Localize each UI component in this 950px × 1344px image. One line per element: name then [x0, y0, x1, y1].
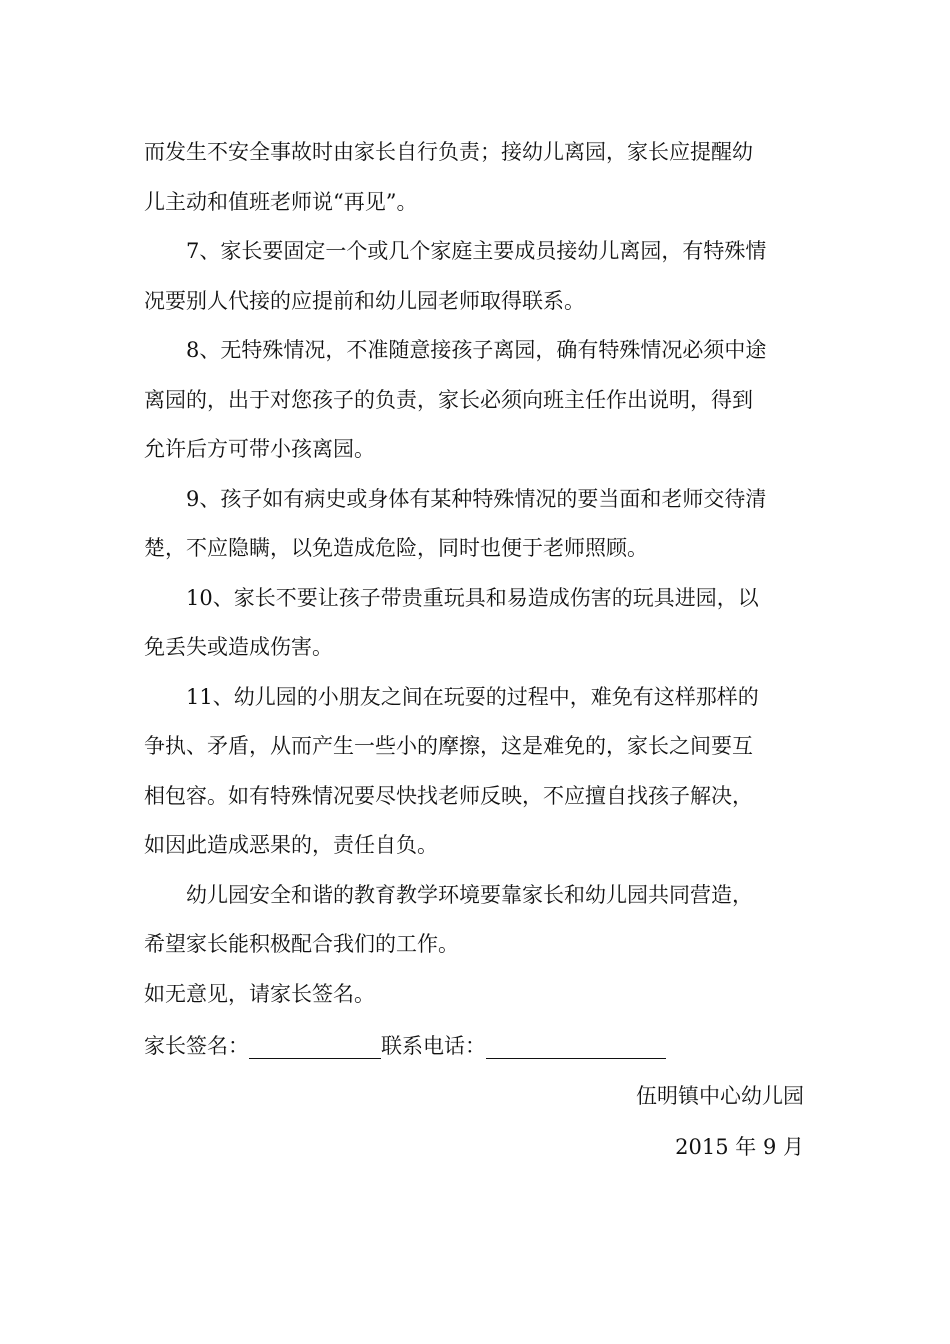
organization-name: 伍明镇中心幼儿园: [636, 1084, 804, 1108]
text-line: 幼儿园安全和谐的教育教学环境要靠家长和幼儿园共同营造，: [186, 882, 753, 907]
text-line: 如无意见，请家长签名。: [144, 981, 375, 1006]
parent-signature-blank: [249, 1024, 381, 1059]
phone-label: 联系电话：: [381, 1034, 486, 1058]
text-line: 免丢失或造成伤害。: [144, 635, 333, 659]
text-line: 儿主动和值班老师说“再见”。: [144, 189, 418, 214]
document-body: [144, 128, 812, 1019]
text-line: 8、无特殊情况，不准随意接孩子离园，确有特殊情况必须中途: [186, 338, 767, 362]
signature-row: [144, 1024, 666, 1068]
parent-signature-label: 家长签名：: [144, 1034, 249, 1058]
text-line: 争执、矛盾，从而产生一些小的摩擦，这是难免的，家长之间要互: [144, 734, 753, 758]
text-line: 如因此造成恶果的，责任自负。: [144, 833, 438, 857]
text-line: 相包容。如有特殊情况要尽快找老师反映，不应擅自找孩子解决，: [144, 783, 753, 808]
text-line: 而发生不安全事故时由家长自行负责；接幼儿离园，家长应提醒幼: [144, 140, 753, 164]
text-line: 况要别人代接的应提前和幼儿园老师取得联系。: [144, 288, 585, 313]
phone-blank: [486, 1024, 666, 1059]
text-line: 离园的，出于对您孩子的负责，家长必须向班主任作出说明，得到: [144, 387, 753, 412]
text-line: 楚，不应隐瞒，以免造成危险，同时也便于老师照顾。: [144, 536, 648, 560]
text-line: 希望家长能积极配合我们的工作。: [144, 932, 459, 956]
text-line: 9、孩子如有病史或身体有某种特殊情况的要当面和老师交待清: [186, 486, 767, 511]
text-line: 7、家长要固定一个或几个家庭主要成员接幼儿离园，有特殊情: [186, 239, 767, 263]
text-line: 11、幼儿园的小朋友之间在玩耍的过程中，难免有这样那样的: [186, 684, 759, 709]
text-line: 10、家长不要让孩子带贵重玩具和易造成伤害的玩具进园，以: [186, 585, 759, 610]
document-date: 2015 年 9 月: [675, 1135, 804, 1159]
text-line: 允许后方可带小孩离园。: [144, 437, 375, 461]
